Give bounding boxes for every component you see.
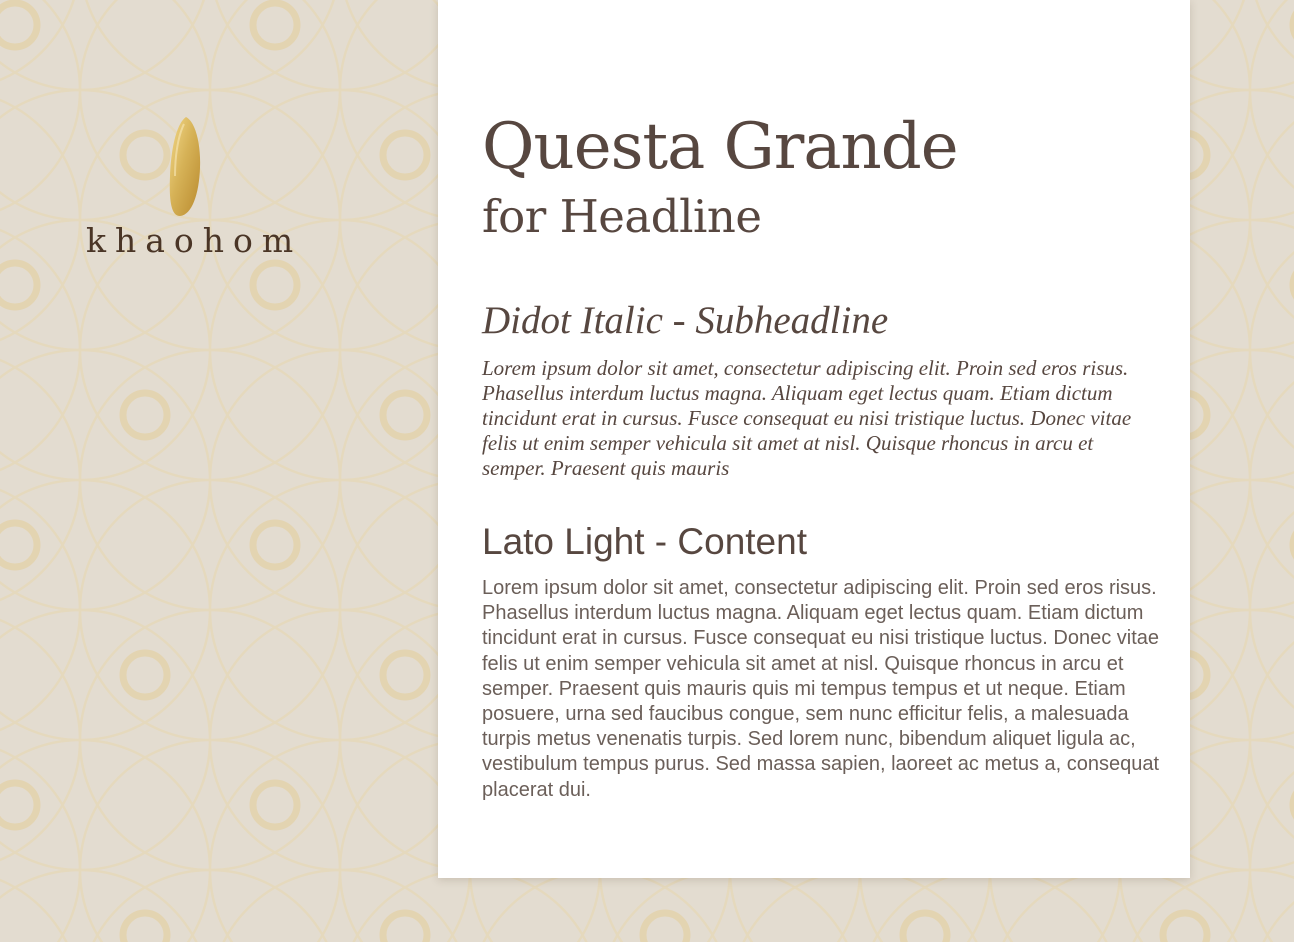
- content-heading-sample: Lato Light - Content: [482, 521, 807, 562]
- subheadline-sample: Didot Italic - Subheadline: [482, 299, 889, 342]
- headline-caption: for Headline: [482, 190, 762, 243]
- subheadline-body-text: Lorem ipsum dolor sit amet, consectetur adipiscing elit. Proin sed eros risus. Phasellus interdum luctus magna. Aliquam eget lectus quam. Etiam dictum tincidunt erat in cursus. Fusce consequat eu nisi tristique luctus. Donec vitae felis ut enim semper vehicula sit amet at nisl. Quisque rhoncus in arcu et semper. Praesent quis mauris: [482, 356, 1132, 480]
- typography-card: [438, 0, 1190, 878]
- brand-wordmark: khaohom: [86, 221, 303, 260]
- content-body-text: Lorem ipsum dolor sit amet, consectetur adipiscing elit. Proin sed eros risus. Phasellus interdum luctus magna. Aliquam eget lectus quam. Etiam dictum tincidunt erat in cursus. Fusce consequat eu nisi tristique luctus. Donec vitae felis ut enim semper vehicula sit amet at nisl. Quisque rhoncus in arcu et semper. Praesent quis mauris quis mi tempus tempus et ut neque. Etiam posuere, urna sed faucibus congue, sem nunc efficitur felis, a malesuada turpis metus venenatis turpis. Sed lorem nunc, bibendum aliquet ligula ac, vestibulum tempus purus. Sed massa sapien, laoreet ac metus a, consequat placerat dui.: [482, 577, 1160, 801]
- khaohom-logo: [86, 112, 303, 272]
- headline-sample: Questa Grande: [482, 110, 958, 184]
- rice-grain-icon: [168, 116, 202, 218]
